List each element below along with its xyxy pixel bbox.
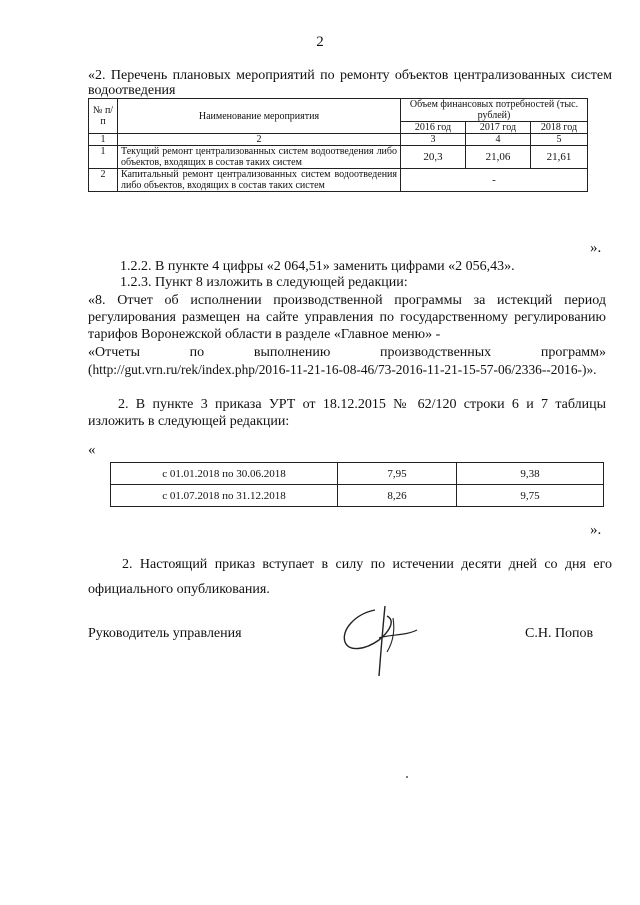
period-cell: с 01.01.2018 по 30.06.2018 — [111, 463, 338, 485]
value-cell: 9,75 — [457, 485, 604, 507]
col-number-header: № п/п — [89, 99, 118, 134]
index-cell: 5 — [531, 134, 588, 146]
signature-image — [335, 600, 425, 680]
repair-plan-table — [88, 98, 588, 192]
table-header-row — [89, 99, 588, 122]
row-number: 1 — [89, 146, 118, 169]
tariff-table — [110, 462, 604, 507]
value-cell: 7,95 — [338, 463, 457, 485]
closing-quote-2: ». — [590, 522, 602, 538]
value-2016: 20,3 — [401, 146, 466, 169]
table-row — [89, 146, 588, 169]
paragraph-8-url: (http://gut.vrn.ru/rek/index.php/2016-11-21-16-08-46/73-2016-11-21-15-57-06/2336--2016-)». — [88, 362, 597, 377]
index-cell: 3 — [401, 134, 466, 146]
signatory-name: С.Н. Попов — [525, 626, 594, 641]
year-2017: 2017 год — [466, 122, 531, 134]
value-cell: 9,38 — [457, 463, 604, 485]
index-cell: 4 — [466, 134, 531, 146]
link-word: производственных — [379, 345, 492, 360]
scan-speck — [406, 776, 408, 778]
value-2018: 21,61 — [531, 146, 588, 169]
year-2016: 2016 год — [401, 122, 466, 134]
link-word: по — [189, 345, 205, 360]
signatory-role: Руководитель управления — [88, 626, 242, 641]
paragraph-2: 2. В пункте 3 приказа УРТ от 18.12.2015 № 62/120 строки 6 и 7 таблицы изложить в следующей редакции: — [88, 397, 606, 429]
index-cell: 1 — [89, 134, 118, 146]
index-row — [89, 134, 588, 146]
final-paragraph — [88, 552, 612, 602]
row-name: Капитальный ремонт централизованных систем водоотведения либо объектов, входящих в состав таких систем — [118, 169, 401, 192]
section-heading: «2. Перечень плановых мероприятий по ремонту объектов централизованных систем водоотведения — [88, 68, 612, 98]
col-name-header: Наименование мероприятия — [118, 99, 401, 134]
closing-quote: ». — [590, 240, 602, 256]
value-2017: 21,06 — [466, 146, 531, 169]
index-cell: 2 — [118, 134, 401, 146]
table-row — [111, 485, 604, 507]
opening-quote: « — [88, 442, 96, 458]
paragraph-8-text: «8. Отчет об исполнении производственной программы за истекций период регулирования размещен на сайте управления по государственному регулированию тарифов Воронежской области в разделе «Главное меню» - — [88, 293, 606, 342]
table-row — [111, 463, 604, 485]
page-number: 2 — [316, 34, 324, 50]
col-finance-header: Объем финансовых потребностей (тыс. рублей) — [401, 99, 588, 122]
final-paragraph-text: 2. Настоящий приказ вступает в силу по истечении десяти дней со дня его официального опубликования. — [88, 557, 612, 597]
paragraph-1-2-2: 1.2.2. В пункте 4 цифры «2 064,51» заменить цифрами «2 056,43». — [120, 259, 515, 274]
merged-value: - — [401, 169, 588, 192]
period-cell: с 01.07.2018 по 31.12.2018 — [111, 485, 338, 507]
link-word: выполнению — [253, 345, 331, 360]
year-2018: 2018 год — [531, 122, 588, 134]
row-name: Текущий ремонт централизованных систем водоотведения либо объектов, входящих в состав таких систем — [118, 146, 401, 169]
table-row — [89, 169, 588, 192]
link-word: «Отчеты — [88, 345, 141, 360]
link-word: программ» — [540, 345, 606, 360]
paragraph-8-link-line — [88, 344, 606, 361]
paragraph-1-2-3: 1.2.3. Пункт 8 изложить в следующей редакции: — [120, 275, 408, 290]
value-cell: 8,26 — [338, 485, 457, 507]
row-number: 2 — [89, 169, 118, 192]
